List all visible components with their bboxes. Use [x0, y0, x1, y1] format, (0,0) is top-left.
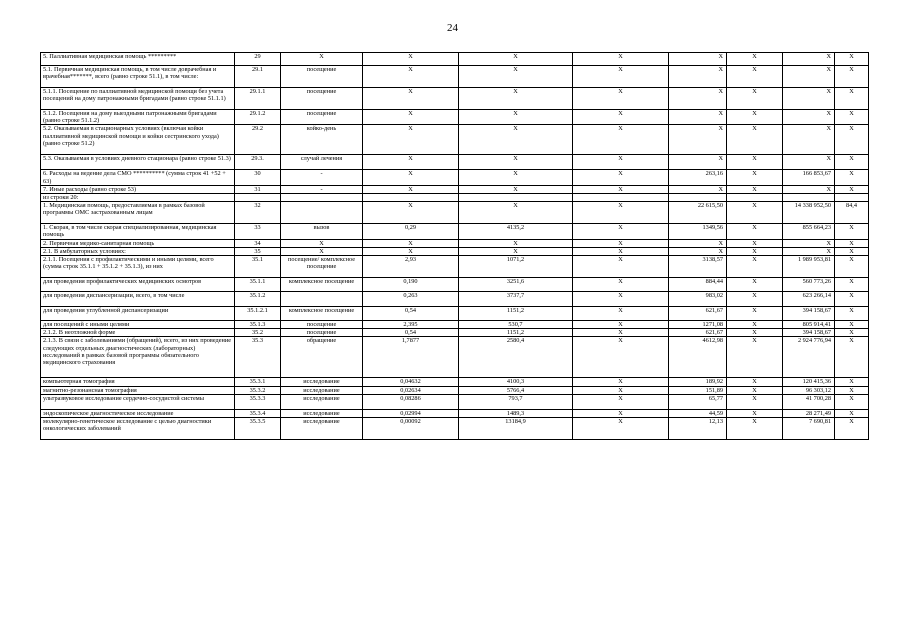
cell-sum-budget: Х	[727, 110, 783, 125]
cell-cost-per-unit: Х	[459, 202, 573, 224]
cell-volume: Х	[363, 185, 459, 193]
cell-sum-oms: Х	[783, 88, 835, 110]
cell-name: 5.1.2. Посещения на дому выездными патронажными бригадами (равно строке 51.1.2)	[41, 110, 235, 125]
cell-row-code: 29.1.2	[235, 110, 281, 125]
cell-unit: койко-день	[281, 125, 363, 155]
cell-sum-budget: Х	[727, 278, 783, 292]
cell-per-capita-budget: Х	[573, 125, 669, 155]
cell-volume	[363, 194, 459, 202]
cell-per-capita-budget: Х	[573, 224, 669, 239]
cell-sum-oms: 805 914,41	[783, 321, 835, 329]
cell-sum-budget: Х	[727, 418, 783, 440]
cell-sum-oms: 28 271,49	[783, 409, 835, 417]
cell-per-capita-oms: 263,16	[669, 170, 727, 185]
table-row	[41, 247, 869, 255]
cell-percent: Х	[835, 278, 869, 292]
cell-per-capita-oms: 44,59	[669, 409, 727, 417]
table-row	[41, 256, 869, 278]
cell-volume: 2,395	[363, 321, 459, 329]
cell-percent: Х	[835, 125, 869, 155]
cell-volume: Х	[363, 239, 459, 247]
cell-cost-per-unit: 1151,2	[459, 307, 573, 321]
cell-sum-budget: Х	[727, 53, 783, 66]
cell-sum-oms: Х	[783, 53, 835, 66]
cell-row-code: 35.2	[235, 329, 281, 337]
cell-unit: Х	[281, 247, 363, 255]
cell-percent: Х	[835, 170, 869, 185]
cell-cost-per-unit: 13184,9	[459, 418, 573, 440]
cell-per-capita-budget: Х	[573, 185, 669, 193]
table-row	[41, 224, 869, 239]
cell-sum-oms: 120 415,36	[783, 378, 835, 386]
table-row	[41, 394, 869, 409]
cell-volume: Х	[363, 247, 459, 255]
cell-name: 1. Медицинская помощь, предоставляемая в рамках базовой программы ОМС застрахованным лицам	[41, 202, 235, 224]
cell-name: для проведения профилактических медицинских осмотров	[41, 278, 235, 292]
cell-row-code: 35.1.2	[235, 292, 281, 307]
cell-cost-per-unit: Х	[459, 110, 573, 125]
table-row	[41, 337, 869, 378]
cell-volume: 0,00092	[363, 418, 459, 440]
cell-sum-budget	[727, 194, 783, 202]
table-row	[41, 321, 869, 329]
cell-unit	[281, 202, 363, 224]
cell-unit: исследование	[281, 394, 363, 409]
cell-sum-budget: Х	[727, 386, 783, 394]
cell-name: для посещений с иными целями	[41, 321, 235, 329]
cell-percent: Х	[835, 409, 869, 417]
cell-sum-oms: 1 989 953,81	[783, 256, 835, 278]
cell-per-capita-budget: Х	[573, 53, 669, 66]
cell-percent: Х	[835, 386, 869, 394]
cell-sum-oms: 623 266,14	[783, 292, 835, 307]
cell-cost-per-unit: 4135,2	[459, 224, 573, 239]
cell-name: 2.1.2. В неотложной форме	[41, 329, 235, 337]
cell-volume: 0,29	[363, 224, 459, 239]
cell-volume: 0,190	[363, 278, 459, 292]
cell-sum-oms: 14 338 952,50	[783, 202, 835, 224]
table-row	[41, 202, 869, 224]
cell-sum-budget: Х	[727, 202, 783, 224]
table-row	[41, 88, 869, 110]
cell-volume: Х	[363, 66, 459, 88]
cell-sum-budget: Х	[727, 256, 783, 278]
cell-sum-budget: Х	[727, 66, 783, 88]
cell-per-capita-budget: Х	[573, 256, 669, 278]
cell-volume: 1,7877	[363, 337, 459, 378]
cell-sum-budget: Х	[727, 125, 783, 155]
cell-per-capita-oms: Х	[669, 247, 727, 255]
cell-sum-budget: Х	[727, 321, 783, 329]
cell-cost-per-unit: Х	[459, 125, 573, 155]
cell-row-code: 31	[235, 185, 281, 193]
cell-sum-budget: Х	[727, 329, 783, 337]
cell-percent: Х	[835, 321, 869, 329]
cell-per-capita-oms: Х	[669, 239, 727, 247]
cell-unit: обращение	[281, 337, 363, 378]
cell-volume: 0,02994	[363, 409, 459, 417]
cell-per-capita-budget: Х	[573, 386, 669, 394]
cell-unit: посещение	[281, 66, 363, 88]
cell-unit: посещение	[281, 329, 363, 337]
cell-percent	[835, 194, 869, 202]
cell-cost-per-unit: 1071,2	[459, 256, 573, 278]
cell-volume: Х	[363, 53, 459, 66]
cell-name: для проведения диспансеризации, всего, в том числе	[41, 292, 235, 307]
cell-name: 1. Скорая, в том числе скорая специализированная, медицинская помощь	[41, 224, 235, 239]
cell-percent: Х	[835, 329, 869, 337]
cell-name: молекулярно-генетическое исследование с целью диагностики онкологических заболеваний	[41, 418, 235, 440]
cell-unit: комплексное посещение	[281, 278, 363, 292]
cell-cost-per-unit: Х	[459, 170, 573, 185]
cell-per-capita-oms: Х	[669, 125, 727, 155]
cell-unit: посещение	[281, 321, 363, 329]
cell-sum-oms: 41 700,28	[783, 394, 835, 409]
cell-name: 5.1.1. Посещение по паллиативной медицинской помощи без учета посещений на дому патронажными бригадами (равно строке 51.1.1)	[41, 88, 235, 110]
cell-row-code: 35.3.5	[235, 418, 281, 440]
cell-cost-per-unit: 3251,6	[459, 278, 573, 292]
cell-sum-oms: Х	[783, 110, 835, 125]
cell-cost-per-unit: 4100,3	[459, 378, 573, 386]
table-row	[41, 125, 869, 155]
cell-row-code: 29.3.	[235, 155, 281, 170]
cell-per-capita-oms: 22 615,50	[669, 202, 727, 224]
cell-row-code: 35	[235, 247, 281, 255]
cell-per-capita-budget: Х	[573, 307, 669, 321]
cell-sum-budget: Х	[727, 239, 783, 247]
cell-volume: 0,54	[363, 329, 459, 337]
cell-cost-per-unit	[459, 194, 573, 202]
cell-name: 2.1.1. Посещения с профилактическими и иными целями, всего (сумма строк 35.1.1 + 35.1.2 + 35.1.3), из них	[41, 256, 235, 278]
cell-row-code: 35.3.4	[235, 409, 281, 417]
cell-name: 6. Расходы на ведение дела СМО ********** (сумма строк 41 +52 + 63)	[41, 170, 235, 185]
cell-sum-budget: Х	[727, 224, 783, 239]
cell-sum-oms: Х	[783, 125, 835, 155]
cell-per-capita-oms: 621,67	[669, 329, 727, 337]
cell-cost-per-unit: 530,7	[459, 321, 573, 329]
cell-unit: исследование	[281, 418, 363, 440]
cell-per-capita-budget: Х	[573, 202, 669, 224]
cell-sum-oms: 560 773,26	[783, 278, 835, 292]
cell-sum-oms: Х	[783, 155, 835, 170]
cell-unit: Х	[281, 53, 363, 66]
cell-cost-per-unit: 1489,3	[459, 409, 573, 417]
cell-per-capita-budget: Х	[573, 409, 669, 417]
cell-volume: 0,54	[363, 307, 459, 321]
cell-per-capita-oms: 1271,08	[669, 321, 727, 329]
table-row	[41, 185, 869, 193]
table-row	[41, 170, 869, 185]
cell-row-code: 33	[235, 224, 281, 239]
cell-per-capita-oms: Х	[669, 53, 727, 66]
cell-sum-budget: Х	[727, 337, 783, 378]
cell-per-capita-oms: Х	[669, 185, 727, 193]
cell-percent: Х	[835, 337, 869, 378]
cell-unit: посещение/ комплексное посещение	[281, 256, 363, 278]
cell-sum-oms: 166 853,67	[783, 170, 835, 185]
table-row	[41, 110, 869, 125]
cell-percent: Х	[835, 256, 869, 278]
cell-row-code: 34	[235, 239, 281, 247]
cell-row-code: 35.3.2	[235, 386, 281, 394]
cell-sum-oms: Х	[783, 185, 835, 193]
cell-sum-budget: Х	[727, 247, 783, 255]
cell-cost-per-unit: 1151,2	[459, 329, 573, 337]
table-row	[41, 292, 869, 307]
cell-name: 5.3. Оказываемая в условиях дневного стационара (равно строке 51.3)	[41, 155, 235, 170]
cell-unit: исследование	[281, 378, 363, 386]
cell-percent: Х	[835, 307, 869, 321]
cell-volume: 2,93	[363, 256, 459, 278]
cell-name: 5.1. Первичная медицинская помощь, в том числе доврачебная и врачебная*******, всего (равно строке 51.1), в том числе:	[41, 66, 235, 88]
table-row	[41, 418, 869, 440]
cell-sum-oms: 7 690,81	[783, 418, 835, 440]
cell-percent: Х	[835, 292, 869, 307]
cell-per-capita-budget: Х	[573, 378, 669, 386]
table-row	[41, 53, 869, 66]
cell-sum-oms: Х	[783, 247, 835, 255]
cell-percent: Х	[835, 110, 869, 125]
cell-percent: Х	[835, 247, 869, 255]
cell-unit: -	[281, 170, 363, 185]
cell-cost-per-unit: 3737,7	[459, 292, 573, 307]
cell-per-capita-oms: 983,02	[669, 292, 727, 307]
cell-unit: комплексное посещение	[281, 307, 363, 321]
cell-volume: 0,08286	[363, 394, 459, 409]
cell-per-capita-budget: Х	[573, 239, 669, 247]
cell-per-capita-budget: Х	[573, 155, 669, 170]
cell-per-capita-budget: Х	[573, 278, 669, 292]
cell-name: 5.2. Оказываемая в стационарных условиях (включая койки паллиативной медицинской помощи и койки сестринского ухода) (равно строке 51.2)	[41, 125, 235, 155]
cell-cost-per-unit: Х	[459, 247, 573, 255]
cell-per-capita-budget: Х	[573, 321, 669, 329]
cell-percent: Х	[835, 394, 869, 409]
cell-unit: исследование	[281, 386, 363, 394]
cell-volume: Х	[363, 125, 459, 155]
cell-cost-per-unit: 5766,4	[459, 386, 573, 394]
cell-name: 5. Паллиативная медицинская помощь *********	[41, 53, 235, 66]
cell-unit: посещение	[281, 110, 363, 125]
cell-sum-oms: 96 303,12	[783, 386, 835, 394]
cell-per-capita-oms: 3138,57	[669, 256, 727, 278]
cell-per-capita-budget: Х	[573, 170, 669, 185]
cell-per-capita-oms: Х	[669, 110, 727, 125]
cell-per-capita-budget: Х	[573, 329, 669, 337]
cell-unit: Х	[281, 239, 363, 247]
table-row	[41, 378, 869, 386]
cell-name: для проведения углубленной диспансеризации	[41, 307, 235, 321]
cell-row-code: 29.1.1	[235, 88, 281, 110]
cell-row-code: 29	[235, 53, 281, 66]
cell-row-code: 35.3.3	[235, 394, 281, 409]
cell-unit: случай лечения	[281, 155, 363, 170]
cell-percent: Х	[835, 53, 869, 66]
cell-cost-per-unit: Х	[459, 185, 573, 193]
cell-sum-budget: Х	[727, 307, 783, 321]
cell-sum-oms: 394 158,67	[783, 307, 835, 321]
cell-per-capita-oms: Х	[669, 88, 727, 110]
cell-name: ультразвуковое исследование сердечно-сосудистой системы	[41, 394, 235, 409]
cell-per-capita-budget: Х	[573, 110, 669, 125]
cell-cost-per-unit: Х	[459, 88, 573, 110]
cell-volume: Х	[363, 202, 459, 224]
cell-percent: Х	[835, 155, 869, 170]
cell-sum-oms: Х	[783, 239, 835, 247]
cell-per-capita-budget: Х	[573, 66, 669, 88]
cell-volume: Х	[363, 155, 459, 170]
cell-row-code: 35.3.1	[235, 378, 281, 386]
cell-row-code: 35.1.3	[235, 321, 281, 329]
cell-name: 2.1. В амбулаторных условиях:	[41, 247, 235, 255]
cell-percent: Х	[835, 66, 869, 88]
cell-unit: вызов	[281, 224, 363, 239]
table-row	[41, 155, 869, 170]
cell-per-capita-oms: 1349,56	[669, 224, 727, 239]
cell-volume: 0,02634	[363, 386, 459, 394]
cell-per-capita-budget: Х	[573, 292, 669, 307]
cell-cost-per-unit: Х	[459, 66, 573, 88]
cell-name: магнитно-резонансная томография	[41, 386, 235, 394]
cell-unit: -	[281, 185, 363, 193]
cell-per-capita-oms: 65,77	[669, 394, 727, 409]
page-number: 24	[447, 22, 458, 34]
cell-percent: Х	[835, 224, 869, 239]
cell-per-capita-budget	[573, 194, 669, 202]
cell-per-capita-oms: 151,89	[669, 386, 727, 394]
cell-per-capita-oms	[669, 194, 727, 202]
cell-row-code: 35.1	[235, 256, 281, 278]
cell-cost-per-unit: Х	[459, 155, 573, 170]
cell-sum-budget: Х	[727, 409, 783, 417]
cell-cost-per-unit: Х	[459, 239, 573, 247]
cell-cost-per-unit: 2580,4	[459, 337, 573, 378]
cell-per-capita-budget: Х	[573, 394, 669, 409]
cell-unit	[281, 194, 363, 202]
cell-volume: 0,04632	[363, 378, 459, 386]
table-row	[41, 239, 869, 247]
cell-volume: 0,263	[363, 292, 459, 307]
cell-unit: посещение	[281, 88, 363, 110]
cell-sum-oms: 855 664,23	[783, 224, 835, 239]
cell-unit	[281, 292, 363, 307]
cell-name: из строки 20:	[41, 194, 235, 202]
cell-per-capita-oms: 12,13	[669, 418, 727, 440]
cell-percent: Х	[835, 239, 869, 247]
cell-sum-oms	[783, 194, 835, 202]
table-row	[41, 278, 869, 292]
cell-cost-per-unit: Х	[459, 53, 573, 66]
cell-sum-budget: Х	[727, 170, 783, 185]
cell-sum-budget: Х	[727, 185, 783, 193]
cell-volume: Х	[363, 110, 459, 125]
cell-per-capita-oms: Х	[669, 66, 727, 88]
cell-per-capita-budget: Х	[573, 337, 669, 378]
cell-per-capita-budget: Х	[573, 418, 669, 440]
cell-row-code: 35.1.2.1	[235, 307, 281, 321]
cell-percent: Х	[835, 88, 869, 110]
cell-per-capita-oms: 189,92	[669, 378, 727, 386]
table-row	[41, 194, 869, 202]
cell-row-code: 32	[235, 202, 281, 224]
cell-volume: Х	[363, 88, 459, 110]
cell-per-capita-oms: 621,67	[669, 307, 727, 321]
cell-sum-budget: Х	[727, 394, 783, 409]
cell-per-capita-budget: Х	[573, 88, 669, 110]
cell-name: компьютерная томография	[41, 378, 235, 386]
cell-sum-oms: 394 158,67	[783, 329, 835, 337]
cell-sum-budget: Х	[727, 378, 783, 386]
cell-percent: Х	[835, 185, 869, 193]
cell-sum-budget: Х	[727, 88, 783, 110]
table-row	[41, 329, 869, 337]
cell-row-code: 35.1.1	[235, 278, 281, 292]
cell-sum-oms: 2 924 776,94	[783, 337, 835, 378]
cell-row-code: 29.1	[235, 66, 281, 88]
table-row	[41, 307, 869, 321]
cell-name: 7. Иные расходы (равно строке 53)	[41, 185, 235, 193]
cell-name: 2.1.3. В связи с заболеваниями (обращений), всего, из них проведение следующих отдельных диагностических (лабораторных) исследований в рамках базовой программы обязательного медицинского страхования	[41, 337, 235, 378]
cell-per-capita-oms: Х	[669, 155, 727, 170]
cell-per-capita-oms: 884,44	[669, 278, 727, 292]
cell-row-code: 29.2	[235, 125, 281, 155]
cell-sum-budget: Х	[727, 292, 783, 307]
table-row	[41, 409, 869, 417]
cell-row-code: 35.3	[235, 337, 281, 378]
cell-row-code: 30	[235, 170, 281, 185]
cell-sum-budget: Х	[727, 155, 783, 170]
cell-name: 2. Первичная медико-санитарная помощь	[41, 239, 235, 247]
cell-volume: Х	[363, 170, 459, 185]
tariff-table	[40, 52, 869, 440]
cell-row-code	[235, 194, 281, 202]
cell-name: эндоскопическое диагностическое исследование	[41, 409, 235, 417]
cell-per-capita-budget: Х	[573, 247, 669, 255]
table-row	[41, 66, 869, 88]
cell-per-capita-oms: 4612,98	[669, 337, 727, 378]
cell-cost-per-unit: 793,7	[459, 394, 573, 409]
cell-percent: Х	[835, 418, 869, 440]
cell-percent: Х	[835, 378, 869, 386]
cell-sum-oms: Х	[783, 66, 835, 88]
table-row	[41, 386, 869, 394]
cell-unit: исследование	[281, 409, 363, 417]
cell-percent: 84,4	[835, 202, 869, 224]
